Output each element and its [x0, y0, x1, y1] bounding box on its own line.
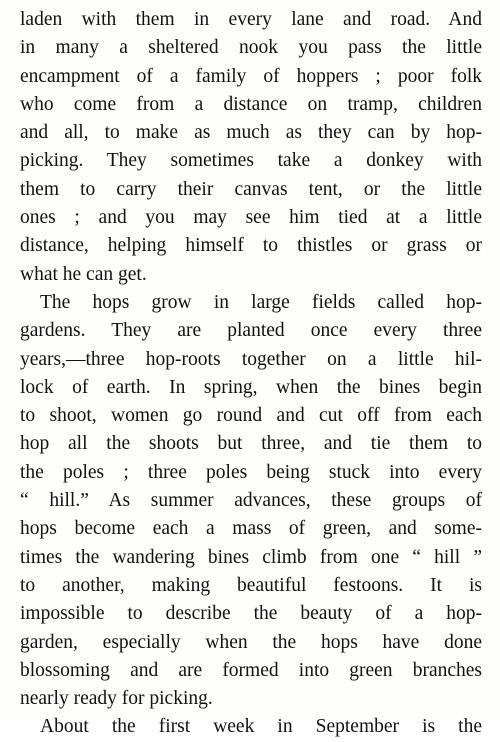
text-line: lock of earth. In spring, when the bines begin: [20, 376, 482, 398]
text-line: picking. They sometimes take a donkey with: [20, 150, 482, 172]
text-line: the poles ; three poles being stuck into every: [20, 461, 482, 483]
text-line: encampment of a family of hoppers ; poor folk: [20, 65, 482, 87]
text-line: About the first week in September is the: [40, 716, 482, 738]
text-line: to another, making beautiful festoons. It is: [20, 574, 482, 596]
text-line: garden, especially when the hops have done: [20, 631, 482, 653]
text-line: impossible to describe the beauty of a hop-: [20, 603, 482, 625]
text-line: what he can get.: [20, 263, 147, 285]
text-line: and all, to make as much as they can by hop-: [20, 122, 482, 144]
text-line: distance, helping himself to thistles or grass or: [20, 235, 482, 257]
text-line: in many a sheltered nook you pass the little: [20, 37, 482, 59]
text-line: ones ; and you may see him tied at a little: [20, 207, 482, 229]
text-line: blossoming and are formed into green branches: [20, 659, 482, 681]
paragraph-1: [20, 6, 482, 289]
text-line: them to carry their canvas tent, or the little: [20, 178, 482, 200]
text-line: nearly ready for picking.: [20, 688, 213, 710]
text-line: hop all the shoots but three, and tie them to: [20, 433, 482, 455]
text-line: to shoot, women go round and cut off from each: [20, 405, 482, 427]
body-text: [20, 6, 482, 742]
paragraph-2: [20, 289, 482, 713]
text-line: “ hill.” As summer advances, these groups of: [20, 490, 482, 512]
text-line: gardens. They are planted once every three: [20, 320, 482, 342]
text-line: laden with them in every lane and road. And: [20, 9, 482, 30]
text-line: hops become each a mass of green, and some-: [20, 518, 482, 540]
text-line: who come from a distance on tramp, children: [20, 93, 482, 115]
text-line: times the wandering bines climb from one “ hill ”: [20, 546, 482, 568]
paragraph-3: [20, 713, 482, 741]
text-line: The hops grow in large fields called hop-: [40, 291, 482, 313]
text-line: years,—three hop-roots together on a little hil-: [20, 348, 482, 370]
